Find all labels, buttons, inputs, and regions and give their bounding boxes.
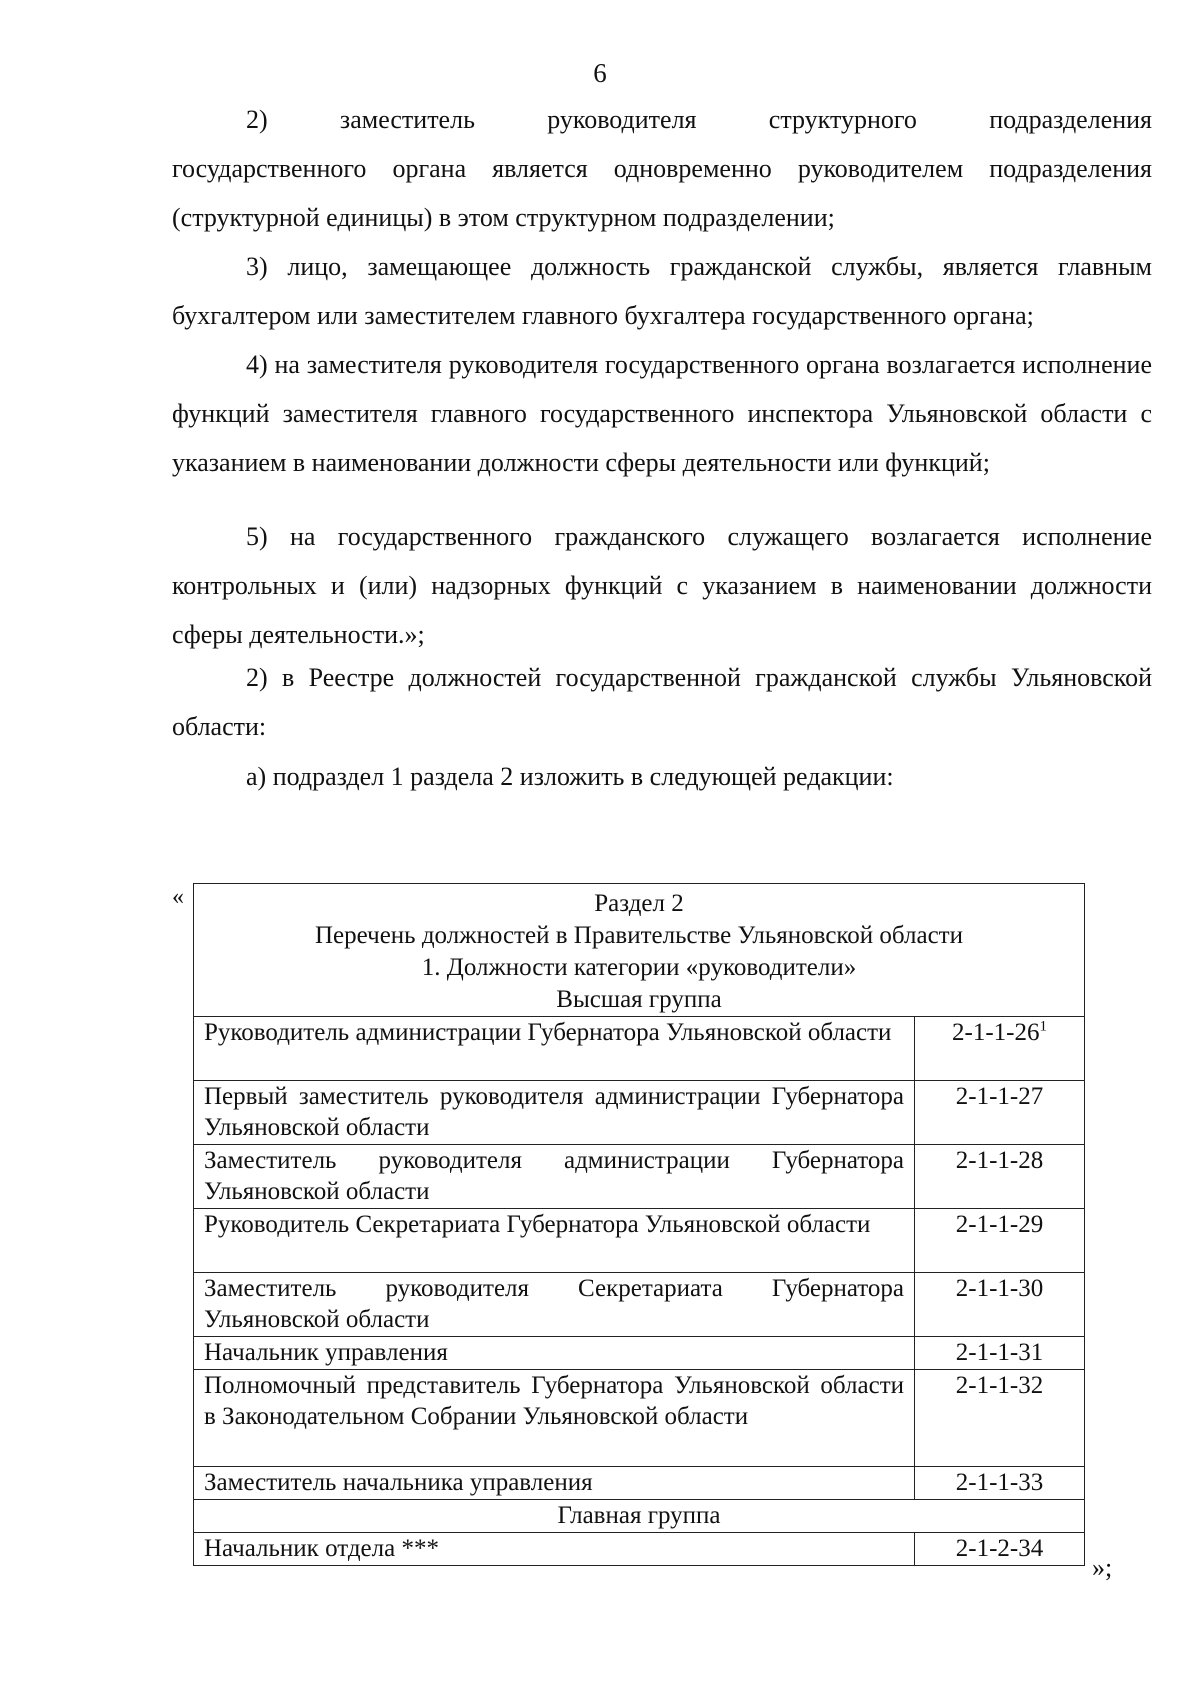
table-row — [194, 1145, 1085, 1209]
position-code: 2-1-1-27 — [915, 1081, 1085, 1145]
table-header-row — [194, 884, 1085, 1017]
p2-word-3: структурного — [768, 105, 917, 134]
paragraph-2 — [172, 95, 1152, 242]
paragraph-3-text: 3) лицо, замещающее должность гражданской службы, является главным бухгалтером или заместителем главного бухгалтера государственного органа; — [172, 252, 1152, 330]
p2-word-4: подразделения — [989, 105, 1153, 134]
table-title-cell — [194, 884, 1085, 1017]
position-code: 2-1-1-33 — [915, 1467, 1085, 1500]
table-row — [194, 1467, 1085, 1500]
position-name: Полномочный представитель Губернатора Ульяновской области в Законодательном Собрании Ульяновской области — [194, 1370, 915, 1467]
category-title: 1. Должности категории «руководители» — [421, 954, 857, 981]
position-code: 2-1-1-28 — [915, 1145, 1085, 1209]
paragraph-2-rest: государственного органа является одновременно руководителем подразделения (структурной единицы) в этом структурном подразделении; — [172, 154, 1152, 232]
p2-word-1: 2) заместитель — [246, 105, 475, 134]
paragraph-7 — [172, 752, 1152, 801]
group-high-title: Высшая группа — [556, 986, 722, 1013]
p2-word-2: руководителя — [547, 105, 697, 134]
position-name: Заместитель руководителя Секретариата Губернатора Ульяновской области — [194, 1273, 915, 1337]
position-code: 2-1-1-29 — [915, 1209, 1085, 1273]
table-row — [194, 1533, 1085, 1566]
section-title: Раздел 2 — [594, 890, 684, 917]
footnote-mark: 1 — [1039, 1018, 1047, 1035]
opening-quote: « — [172, 884, 184, 910]
paragraph-5-text: 5) на государственного гражданского служащего возлагается исполнение контрольных и (или) надзорных функций с указанием в наименовании должности сферы деятельности.»; — [172, 522, 1152, 649]
table-row — [194, 1209, 1085, 1273]
position-name: Руководитель Секретариата Губернатора Ульяновской области — [194, 1209, 915, 1273]
paragraph-4 — [172, 340, 1152, 487]
paragraph-7-text: а) подраздел 1 раздела 2 изложить в следующей редакции: — [246, 762, 894, 791]
paragraph-6-text: 2) в Реестре должностей государственной гражданской службы Ульяновской области: — [172, 663, 1152, 741]
table-row — [194, 1081, 1085, 1145]
position-code — [915, 1017, 1085, 1081]
positions-table — [193, 883, 1085, 1566]
position-name: Начальник управления — [194, 1337, 915, 1370]
position-name: Заместитель руководителя администрации Губернатора Ульяновской области — [194, 1145, 915, 1209]
position-code-text: 2-1-1-26 — [952, 1019, 1040, 1046]
page-number: 6 — [593, 58, 607, 88]
table-row — [194, 1273, 1085, 1337]
position-name: Руководитель администрации Губернатора Ульяновской области — [194, 1017, 915, 1081]
table-row — [194, 1017, 1085, 1081]
group-row — [194, 1500, 1085, 1533]
position-name: Заместитель начальника управления — [194, 1467, 915, 1500]
table-row — [194, 1370, 1085, 1467]
position-code: 2-1-1-30 — [915, 1273, 1085, 1337]
paragraph-3 — [172, 242, 1152, 340]
group-main-title: Главная группа — [194, 1500, 1085, 1533]
closing-quote: »; — [1092, 1553, 1113, 1582]
list-title: Перечень должностей в Правительстве Ульяновской области — [315, 922, 963, 949]
position-code: 2-1-2-34 — [915, 1533, 1085, 1566]
paragraph-4-text: 4) на заместителя руководителя государственного органа возлагается исполнение функций заместителя главного государственного инспектора Ульяновской области с указанием в наименовании должности сферы деятельности или функций; — [172, 350, 1152, 477]
paragraph-5 — [172, 512, 1152, 659]
paragraph-6 — [172, 653, 1152, 751]
table-row — [194, 1337, 1085, 1370]
position-code: 2-1-1-31 — [915, 1337, 1085, 1370]
position-code: 2-1-1-32 — [915, 1370, 1085, 1467]
position-name: Начальник отдела *** — [194, 1533, 915, 1566]
position-name: Первый заместитель руководителя администрации Губернатора Ульяновской области — [194, 1081, 915, 1145]
